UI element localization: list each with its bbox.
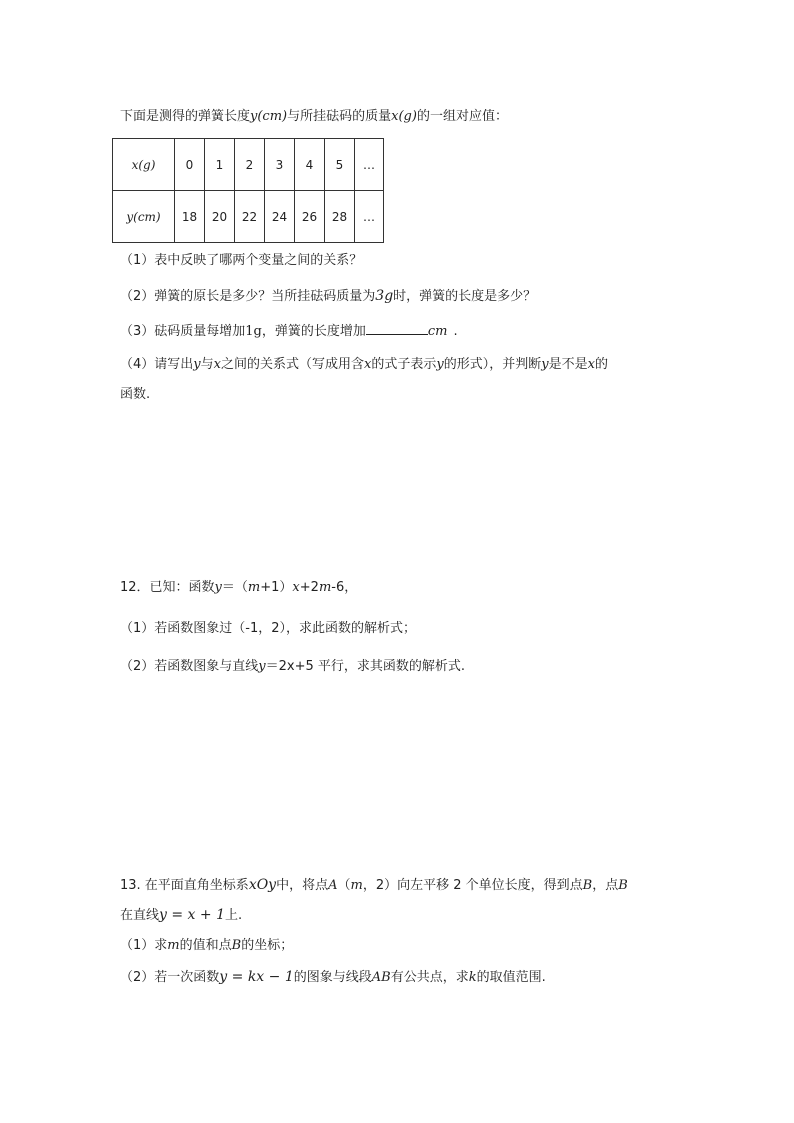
var-y: y [541, 357, 549, 372]
intro-math-y: y(cm) [250, 109, 288, 124]
q12-part2 [120, 658, 465, 676]
answer-blank[interactable] [366, 322, 428, 335]
q13-text: 上. [225, 908, 243, 923]
q12-text: -6， [331, 580, 358, 595]
point-b: B [231, 938, 242, 953]
table-cell: 24 [265, 191, 295, 243]
var-m: m [318, 580, 332, 595]
q13-text: 中，将点 [276, 878, 329, 893]
q11-part4-text: 的式子表示 [371, 357, 437, 372]
q11-part3 [120, 322, 458, 341]
q11-part3-unit: cm [427, 324, 448, 339]
intro-line [120, 108, 508, 126]
table-row [113, 139, 384, 191]
q12-heading [120, 579, 357, 597]
table-cell: 2 [235, 139, 265, 191]
table-cell: 0 [175, 139, 205, 191]
q13-part2-text: （2）若一次函数 [120, 970, 220, 985]
var-x: x [587, 357, 595, 372]
table-row-header: x(g) [113, 139, 175, 191]
var-m: m [247, 580, 261, 595]
intro-math-x: x(g) [391, 109, 417, 124]
point-a: A [328, 878, 338, 893]
q11-part4-text: 函数. [120, 387, 151, 402]
q13-text: 在直线 [120, 908, 160, 923]
q12-part1 [120, 620, 416, 638]
q11-part1 [120, 252, 362, 270]
equation-function: y = kx − 1 [219, 969, 294, 985]
var-m: m [350, 878, 363, 893]
q13-text: ，2）向左平移 2 个单位长度，得到点 [362, 878, 583, 893]
table-cell: 5 [325, 139, 355, 191]
table-cell: 20 [205, 191, 235, 243]
q13-part1-text: （1）求 [120, 938, 168, 953]
q11-part4 [120, 356, 608, 374]
table-row-header: y(cm) [113, 191, 175, 243]
q13-part1-text: 的坐标； [241, 938, 294, 953]
intro-text-1: 下面是测得的弹簧长度 [120, 109, 251, 124]
q13-part2-text: 的取值范围. [476, 970, 546, 985]
q11-part3-text-a: （3）砝码质量每增加 [120, 324, 246, 339]
q13-text: （ [337, 878, 351, 893]
q12-part1-text: （1）若函数图象过（-1，2），求此函数的解析式； [120, 621, 417, 636]
q12-text: ＝（ [221, 580, 248, 595]
table-cell: 1 [205, 139, 235, 191]
var-x: x [213, 357, 221, 372]
q13-text: ，点 [592, 878, 619, 893]
q11-part2-math: 3g [375, 288, 394, 304]
q11-part4-text: 的形式），并判断 [443, 357, 542, 372]
var-y: y [436, 357, 444, 372]
table-cell: 18 [175, 191, 205, 243]
var-k: k [468, 970, 477, 985]
q11-part4-text: 是不是 [548, 357, 588, 372]
var-x: x [364, 357, 372, 372]
var-y: y [193, 357, 201, 372]
q13-part2 [120, 968, 546, 987]
q11-part4-text: （4）请写出 [120, 357, 194, 372]
q11-part3-text-b: ，弹簧的长度增加 [261, 324, 366, 339]
table-cell: 4 [295, 139, 325, 191]
table-cell: … [355, 139, 384, 191]
intro-text-2: 与所挂砝码的质量 [287, 109, 392, 124]
q12-part2-text: ＝2x+5 平行，求其函数的解析式. [265, 659, 466, 674]
table-row [113, 191, 384, 243]
q11-part4-text: 的 [594, 357, 608, 372]
table-cell: 3 [265, 139, 295, 191]
table-cell: 22 [235, 191, 265, 243]
q13-part2-text: 的图象与线段 [293, 970, 372, 985]
var-y: y [214, 580, 222, 595]
q11-part4-cont [120, 386, 150, 404]
q12-text: +2 [299, 580, 319, 595]
q11-part3-period: . [453, 324, 458, 339]
q13-part1 [120, 937, 293, 955]
q11-part4-text: 与 [200, 357, 214, 372]
equation-line: y = x + 1 [159, 907, 225, 923]
q11-part2 [120, 287, 536, 306]
q13-part1-text: 的值和点 [179, 938, 232, 953]
q11-part1-text: （1）表中反映了哪两个变量之间的关系？ [120, 253, 363, 268]
q13-text: 13. 在平面直角坐标系 [120, 878, 249, 893]
q12-text: +1） [260, 580, 293, 595]
q12-text: 12．已知：函数 [120, 580, 215, 595]
q13-heading [120, 876, 628, 895]
var-x: x [292, 580, 300, 595]
table-cell: 28 [325, 191, 355, 243]
q13-heading-cont [120, 906, 242, 925]
point-b: B [582, 878, 593, 893]
q11-part4-text: 之间的关系式（写成用含 [221, 357, 365, 372]
q13-part2-text: 有公共点，求 [390, 970, 469, 985]
var-m: m [167, 938, 180, 953]
var-xoy: xOy [248, 877, 277, 893]
q11-part3-math: 1g [245, 324, 262, 339]
table-cell: … [355, 191, 384, 243]
intro-text-3: 的一组对应值： [416, 109, 508, 124]
q11-part2-text-b: 时，弹簧的长度是多少？ [393, 289, 537, 304]
segment-ab: AB [371, 970, 391, 985]
var-y: y [258, 659, 266, 674]
q12-part2-text: （2）若函数图象与直线 [120, 659, 259, 674]
data-table [112, 138, 384, 243]
q11-part2-text-a: （2）弹簧的原长是多少？当所挂砝码质量为 [120, 289, 376, 304]
table-cell: 26 [295, 191, 325, 243]
point-b: B [618, 878, 628, 893]
